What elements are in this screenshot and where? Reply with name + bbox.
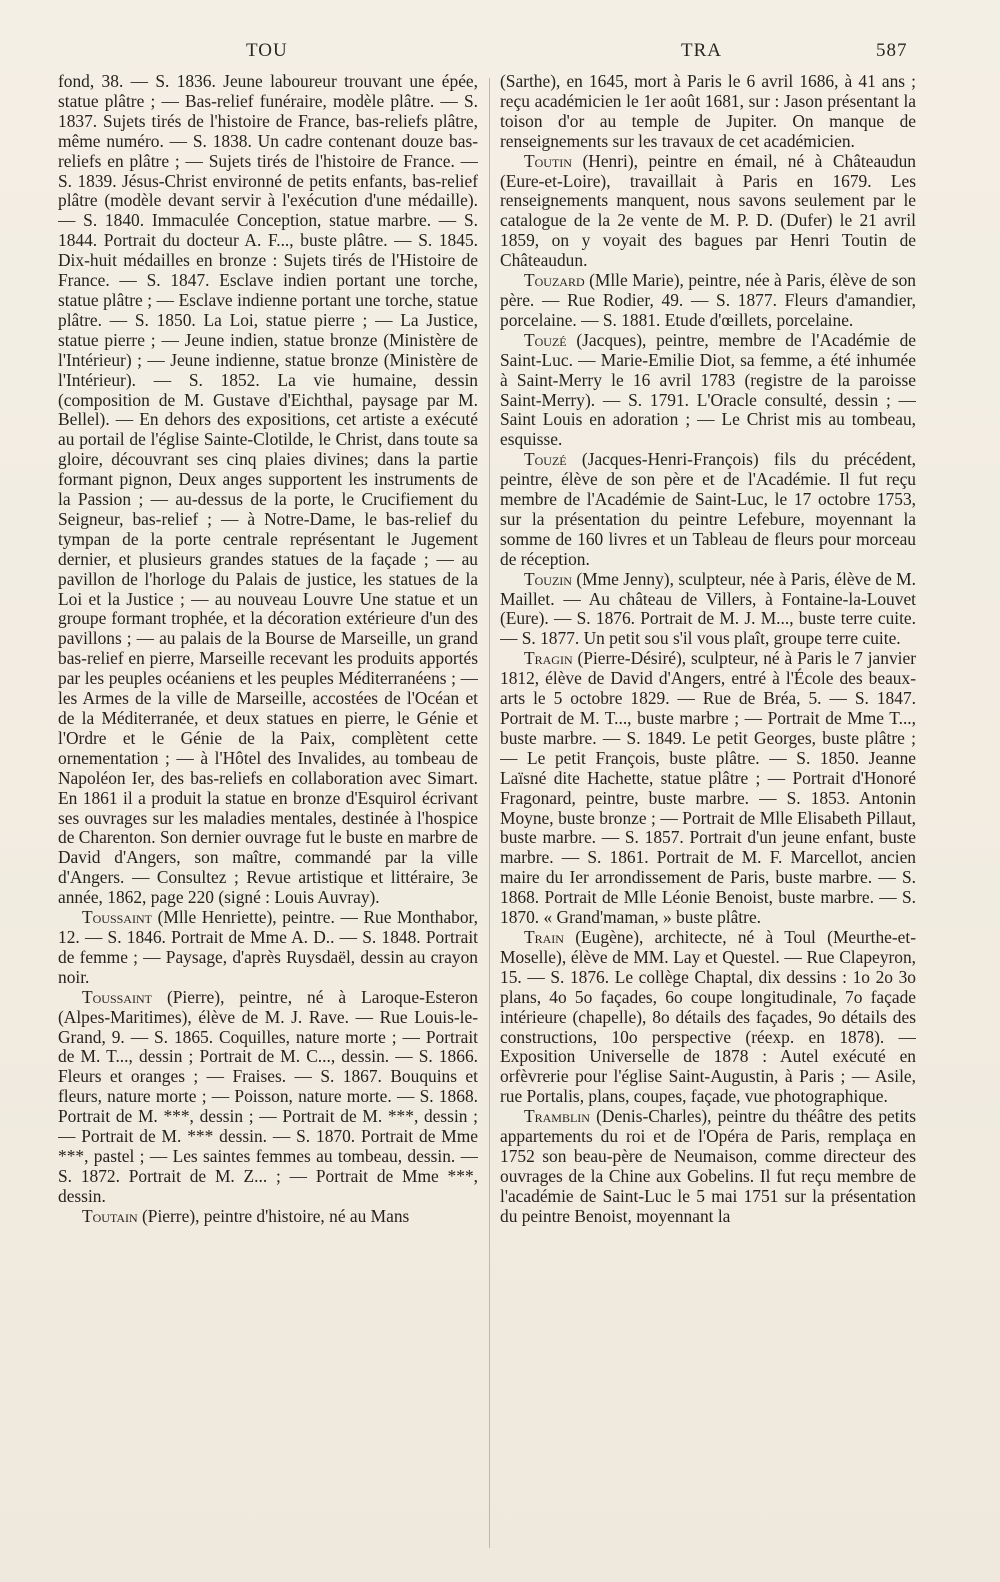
dictionary-entry xyxy=(58,1207,478,1227)
running-head-left: TOU xyxy=(246,40,288,61)
entry-text: (Sarthe), en 1645, mort à Paris le 6 avril 1686, à 41 ans ; reçu académicien le 1er août 1681, sur : Jason présentant la toison d'or au temple de Jupiter. On manque de renseignements sur les travaux de cet académicien. xyxy=(500,72,916,151)
entry-text: (Henri), peintre en émail, né à Châteaudun (Eure-et-Loire), travaillait à Paris en 1679. Les renseignements manquent, nous savons seulement par le catalogue de la 2e vente de M. P. D. (Dufer) le 21 avril 1859, on y voyait des bagues par Henri Toutin de Châteaudun. xyxy=(500,150,916,271)
entry-name: Tragin xyxy=(524,648,573,669)
entry-text: (Jacques), peintre, membre de l'Académie de Saint-Luc. — Marie-Emilie Diot, sa femme, a été inhumée à Saint-Merry le 16 avril 1783 (registre de la paroisse Saint-Merry). — S. 1791. L'Oracle consulté, dessin ; — Saint Louis en adoration ; — Le Christ mis au tombeau, esquisse. xyxy=(500,329,916,450)
dictionary-entry xyxy=(500,271,916,331)
dictionary-entry xyxy=(500,450,916,569)
entry-name: Touzé xyxy=(524,449,567,470)
entry-text: (Jacques-Henri-François) fils du précédent, peintre, élève de son père et de l'Académie. Il fut reçu membre de l'Académie de Saint-Luc, le 17 octobre 1753, sur la présentation du peintre Lefebure, moyennant la somme de 160 livres et un Tableau de fleurs pour morceau de réception. xyxy=(500,449,916,569)
dictionary-entry xyxy=(500,928,916,1107)
entry-name: Touzard xyxy=(524,270,585,291)
entry-name: Touzin xyxy=(524,568,572,589)
dictionary-entry xyxy=(500,331,916,450)
left-column xyxy=(58,72,478,1558)
page-number: 587 xyxy=(876,40,908,61)
entry-text: (Eugène), architecte, né à Toul (Meurthe-et-Moselle), élève de MM. Lay et Questel. — Rue Clapeyron, 15. — S. 1876. Le collège Chaptal, dix dessins : 1o 2o 3o plans, 4o 5o façades, 6o coupe longitudinale, 7o façade intérieure (chapelle), 8o détails des façades, 9o détails des constructions, 10o perspective (réexp. en 1878). — Exposition Universelle de 1878 : Autel exécuté en orfèvrerie pour l'église Saint-Augustin, à Paris ; — Asile, rue Portalis, plans, coupes, façade, vue photographique. xyxy=(500,926,916,1107)
dictionary-entry xyxy=(58,988,478,1207)
column-divider xyxy=(489,78,490,1548)
entry-text: (Mme Jenny), sculpteur, née à Paris, élève de M. Maillet. — Au château de Villers, à Fontaine-la-Louvet (Eure). — S. 1876. Portrait de M. J. M..., buste terre cuite. — S. 1877. Un petit sou s'il vous plaît, groupe terre cuite. xyxy=(500,568,916,649)
dictionary-entry xyxy=(500,152,916,271)
entry-text: (Pierre), peintre d'histoire, né au Mans xyxy=(137,1205,410,1226)
entry-name: Touzé xyxy=(524,329,567,350)
dictionary-entry xyxy=(500,1107,916,1226)
entry-text: (Mlle Marie), peintre, née à Paris, élève de son père. — Rue Rodier, 49. — S. 1877. Fleurs d'amandier, porcelaine. — S. 1881. Etude d'œillets, porcelaine. xyxy=(500,270,916,330)
entry-name: Toussaint xyxy=(82,986,152,1007)
entry-name: Tramblin xyxy=(524,1106,590,1127)
entry-text: (Mlle Henriette), peintre. — Rue Monthabor, 12. — S. 1846. Portrait de Mme A. D.. — S. 1848. Portrait de femme ; — Paysage, d'après Ruysdaël, dessin au crayon noir. xyxy=(58,907,478,987)
entry-name: Toutin xyxy=(524,150,572,171)
entry-name: Train xyxy=(524,926,564,947)
entry-text: (Denis-Charles), peintre du théâtre des petits appartements du roi et de l'Opéra de Paris, remplaça en 1752 son beau-père de Neumaison, comme directeur des ouvrages de la Chine aux Gobelins. Il fut reçu membre de l'académie de Saint-Luc le 5 mai 1751 sur la présentation du peintre Benoist, moyennant la xyxy=(500,1106,916,1226)
dictionary-entry xyxy=(500,570,916,650)
entry-continuation xyxy=(58,72,478,908)
running-head-right: TRA xyxy=(681,40,722,61)
right-column xyxy=(500,72,916,1558)
dictionary-entry xyxy=(500,649,916,928)
entry-text: (Pierre), peintre, né à Laroque-Esteron (Alpes-Maritimes), élève de M. J. Rave. — Rue Louis-le-Grand, 9. — S. 1865. Coquilles, nature morte ; — Portrait de M. T..., dessin ; Portrait de M. C..., dessin. — S. 1866. Fleurs et oranges ; — Fraises. — S. 1867. Bouquins et fleurs, nature morte ; — Poisson, nature morte. — S. 1868. Portrait de M. ***, dessin ; — Portrait de M. ***, dessin ; — Portrait de M. *** dessin. — S. 1870. Portrait de Mme ***, pastel ; — Les saintes femmes au tombeau, dessin. — S. 1872. Portrait de M. Z... ; — Portrait de Mme ***, dessin. xyxy=(58,986,478,1206)
dictionary-entry xyxy=(58,908,478,988)
entry-name: Toussaint xyxy=(82,907,152,928)
entry-text: (Pierre-Désiré), sculpteur, né à Paris le 7 janvier 1812, élève de David d'Angers, entré à l'École des beaux-arts le 5 octobre 1829. — Rue de Bréa, 5. — S. 1847. Portrait de M. T..., buste marbre ; — Portrait de Mme T..., buste marbre. — S. 1849. Le petit Georges, buste plâtre ; — Le petit François, buste plâtre. — S. 1850. Jeanne Laïsné dite Hachette, statue plâtre ; — Portrait d'Honoré Fragonard, peintre, buste marbre. — S. 1853. Antonin Moyne, buste bronze ; — Portrait de Mlle Elisabeth Pillaut, buste marbre. — S. 1857. Portrait d'un jeune enfant, buste marbre. — S. 1861. Portrait de M. F. Marcellot, ancien maire du Ier arrondissement de Paris, buste marbre. — S. 1868. Portrait de Mlle Léonie Benoist, buste marbre. — S. 1870. « Grand'maman, » buste plâtre. xyxy=(500,648,916,928)
entry-continuation xyxy=(500,72,916,152)
entry-name: Toutain xyxy=(82,1205,138,1226)
entry-text: fond, 38. — S. 1836. Jeune laboureur trouvant une épée, statue plâtre ; — Bas-relief funéraire, modèle plâtre. — S. 1837. Sujets tirés de l'histoire de France, bas-reliefs plâtre, même numéro. — S. 1838. Un cadre contenant douze bas-reliefs en plâtre ; — Sujets tirés de l'histoire de France. — S. 1839. Jésus-Christ environné de petits enfants, bas-relief plâtre (modèle devant servir à l'exécution d'une médaille). — S. 1840. Immaculée Conception, statue marbre. — S. 1844. Portrait du docteur A. F..., buste plâtre. — S. 1845. Dix-huit médailles en bronze : Sujets tirés de l'Histoire de France. — S. 1847. Esclave indien portant une torche, statue plâtre ; — Esclave indienne portant une torche, statue plâtre. — S. 1850. La Loi, statue pierre ; — La Justice, statue pierre ; — Jeune indien, statue bronze (Ministère de l'Intérieur) ; — Jeune indienne, statue bronze (Ministère de l'Intérieur). — S. 1852. La vie humaine, dessin (composition de M. Gustave d'Eichthal, paysage par M. Bellel). — En dehors des expositions, cet artiste a exécuté au portail de l'église Sainte-Clotilde, le Christ, dans toute sa gloire, découvrant ses cinq plaies divines; dans la partie formant pignon, Deux anges supportent les instruments de la Passion ; — au-dessus de la porte, le Crucifiement du Seigneur, bas-relief ; — à Notre-Dame, le bas-relief du tympan de la porte centrale représentant le Jugement dernier, et plusieurs grandes statues de la façade ; — au pavillon de l'horloge du Palais de justice, les statues de la Loi et la Justice ; — au nouveau Louvre Une statue et un groupe formant trophée, et la décoration extérieure d'un des pavillons ; — au palais de la Bourse de Marseille, un grand bas-relief en pierre, Marseille recevant les produits apportés par les peuples océaniens et les peuples Méditerranéens ; — les Armes de la ville de Marseille, accostées de l'Océan et de la Méditerranée, et deux statues en pierre, le Génie et l'Ordre et le Génie de la Paix, complètent cette ornementation ; — à l'Hôtel des Invalides, au tombeau de Napoléon Ier, des bas-reliefs en collaboration avec Simart. En 1861 il a produit la statue en bronze d'Esquirol écrivant ses ouvrages sur les maladies mentales, destinée à l'hospice de Charenton. Son dernier ouvrage fut le buste en marbre de David d'Angers, son maître, commandé par la ville d'Angers. — Consultez ; Revue artistique et littéraire, 3e année, 1862, page 220 (signé : Louis Auvray). xyxy=(58,72,478,908)
